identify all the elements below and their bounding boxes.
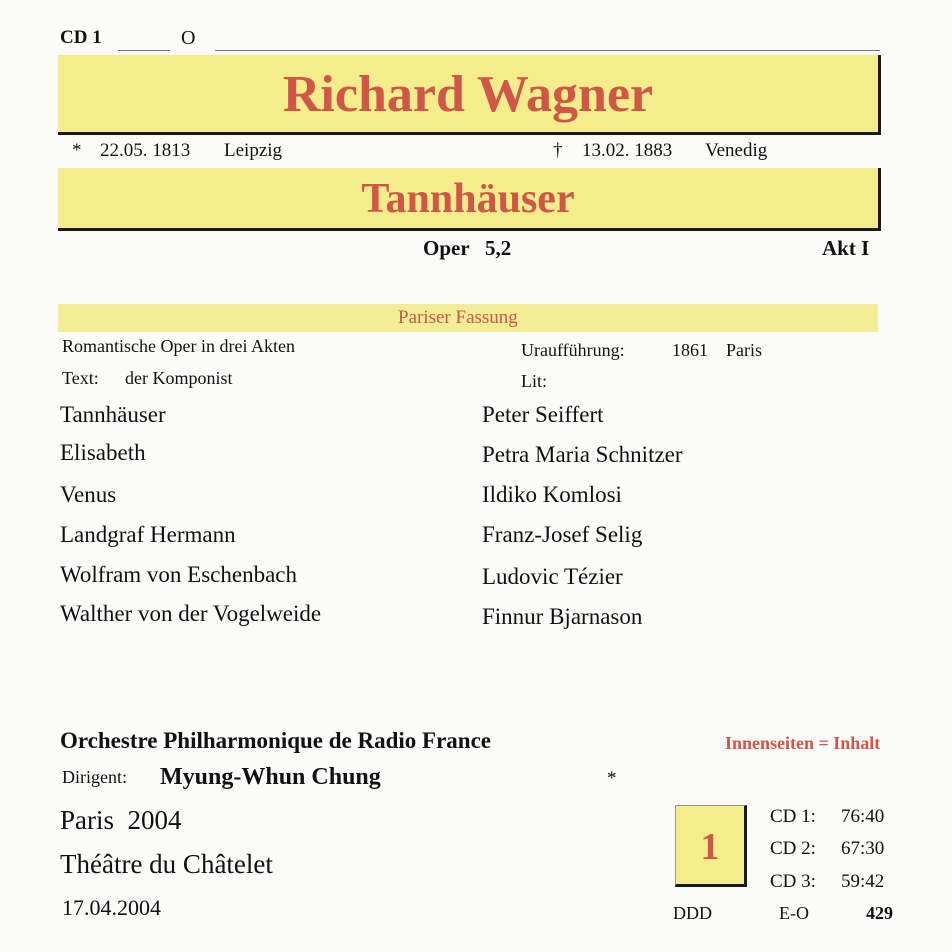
city-year: Paris 2004 [60, 805, 182, 835]
premiere-label: Uraufführung: [521, 340, 625, 360]
header-rule-2 [215, 50, 880, 51]
role-name: Landgraf Hermann [60, 522, 236, 547]
opus-label: Oper [423, 236, 470, 260]
inner-pages-note: Innenseiten = Inhalt [725, 733, 881, 753]
role-name: Venus [60, 482, 117, 507]
header-rule-1 [118, 50, 170, 51]
singer-name: Ludovic Tézier [482, 564, 623, 589]
duration-time: 76:40 [841, 806, 885, 827]
birth-mark: * [72, 140, 82, 161]
work-title-banner [58, 168, 881, 231]
disc-number: 1 [700, 826, 720, 868]
audio-format: DDD [673, 903, 712, 923]
text-value: der Komponist [125, 368, 233, 388]
composer-name: Richard Wagner [282, 66, 654, 123]
catalog-number: 429 [866, 903, 893, 923]
version-label: Pariser Fassung [398, 307, 518, 328]
side-mark: O [181, 27, 196, 49]
work-title: Tannhäuser [361, 176, 575, 222]
role-name: Elisabeth [60, 440, 146, 465]
duration-label: CD 1: [770, 806, 816, 827]
singer-name: Ildiko Komlosi [482, 482, 622, 507]
singer-name: Franz-Josef Selig [482, 522, 643, 547]
death-mark: † [553, 140, 563, 161]
premiere-place: Paris [726, 340, 762, 360]
role-name: Walther von der Vogelweide [60, 601, 322, 626]
duration-time: 59:42 [841, 871, 885, 892]
death-place: Venedig [705, 140, 768, 161]
role-name: Tannhäuser [60, 402, 166, 427]
singer-name: Peter Seiffert [482, 402, 604, 427]
singer-name: Petra Maria Schnitzer [482, 442, 683, 467]
duration-time: 67:30 [841, 838, 885, 859]
duration-label: CD 2: [770, 838, 816, 859]
star-mark: * [607, 768, 617, 789]
duration-label: CD 3: [770, 871, 816, 892]
recording-date: 17.04.2004 [62, 895, 161, 920]
text-label: Text: [62, 368, 99, 388]
birth-place: Leipzig [224, 140, 283, 161]
premiere-year: 1861 [672, 340, 708, 360]
cd-label: CD 1 [60, 27, 102, 48]
edition-code: E-O [779, 903, 809, 923]
composer-banner [58, 55, 881, 135]
work-description: Romantische Oper in drei Akten [62, 336, 295, 356]
orchestra-name: Orchestre Philharmonique de Radio France [60, 728, 492, 753]
death-date: 13.02. 1883 [582, 140, 673, 161]
conductor-label: Dirigent: [62, 767, 127, 787]
conductor-name: Myung-Whun Chung [160, 764, 381, 790]
birth-date: 22.05. 1813 [100, 140, 191, 161]
venue-name: Théâtre du Châtelet [60, 849, 273, 879]
opus-number: 5,2 [485, 236, 512, 260]
disc-number-box [675, 805, 747, 887]
role-name: Wolfram von Eschenbach [60, 562, 298, 587]
singer-name: Finnur Bjarnason [482, 604, 643, 629]
act-label: Akt I [822, 236, 870, 260]
lit-label: Lit: [521, 371, 547, 391]
